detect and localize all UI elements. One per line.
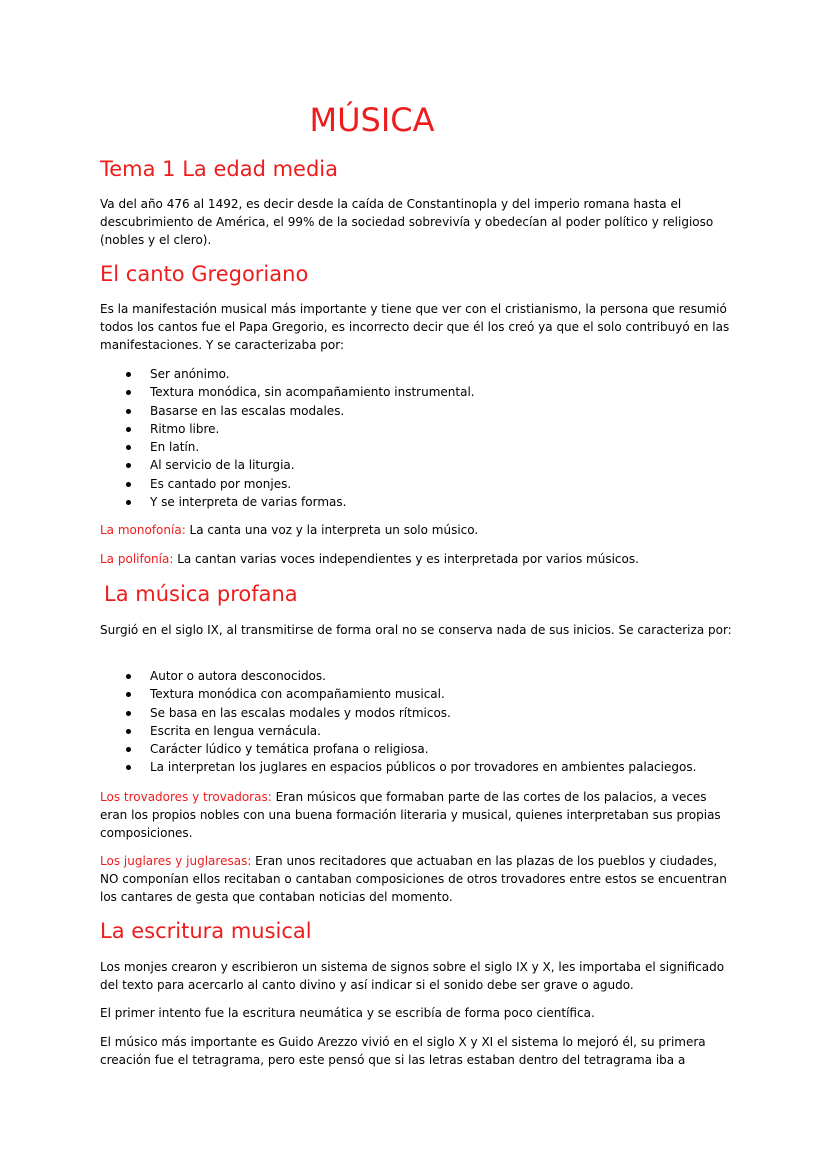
bullet-icon [126, 692, 131, 697]
bullet-icon [126, 729, 131, 734]
bullet-icon [126, 711, 131, 716]
page-title: MÚSICA [309, 101, 435, 139]
paragraph-polifonia: La polifonía: La cantan varias voces independientes y es interpretada por varios músicos. [100, 552, 639, 566]
list-item: Es cantado por monjes. [100, 475, 732, 493]
list-item: Basarse en las escalas modales. [100, 402, 732, 420]
list-item: Escrita en lengua vernácula. [100, 722, 732, 740]
list-item: Autor o autora desconocidos. [100, 667, 732, 685]
heading-tema1: Tema 1 La edad media [100, 157, 338, 181]
paragraph-monofonia: La monofonía: La canta una voz y la interpreta un solo músico. [100, 523, 479, 537]
list-item: Al servicio de la liturgia. [100, 456, 732, 474]
heading-canto-gregoriano: El canto Gregoriano [100, 262, 309, 286]
bullet-icon [126, 747, 131, 752]
bullet-icon [126, 463, 131, 468]
bullet-icon [126, 372, 131, 377]
bullet-icon [126, 445, 131, 450]
bullet-icon [126, 674, 131, 679]
list-item: Textura monódica con acompañamiento musical. [100, 685, 732, 703]
bullet-icon [126, 500, 131, 505]
paragraph-canto-gregoriano: Es la manifestación musical más importante y tiene que ver con el cristianismo, la persona que resumió todos los cantos fue el Papa Gregorio, es incorrecto decir que él los creó ya que el solo contribuyó en las manifestaciones. Y se caracterizaba por: [100, 302, 730, 353]
term-monofonia: La monofonía: [100, 523, 186, 537]
list-item: Se basa en las escalas modales y modos rítmicos. [100, 704, 732, 722]
paragraph-trovadores: Los trovadores y trovadoras: Eran músicos que formaban parte de las cortes de los palacios, a veces eran los propios nobles con una buena formación literaria y musical, quienes interpretaban sus propias composiciones. [100, 790, 721, 841]
bullet-icon [126, 409, 131, 414]
paragraph-juglares: Los juglares y juglaresas: Eran unos recitadores que actuaban en las plazas de los pueblos y ciudades, NO componían ellos recitaban o cantaban composiciones de otros trovadores entre estos se encuentran los cantares de gesta que contaban noticias del momento. [100, 854, 727, 905]
paragraph-tema1: Va del año 476 al 1492, es decir desde la caída de Constantinopla y del imperio romana hasta el descubrimiento de América, el 99% de la sociedad sobrevivía y obedecían al poder político y religioso (nobles y el clero). [100, 197, 714, 248]
term-polifonia: La polifonía: [100, 552, 174, 566]
list-item: Carácter lúdico y temática profana o religiosa. [100, 740, 732, 758]
bullet-icon [126, 390, 131, 395]
bullet-icon [126, 427, 131, 432]
list-item: La interpretan los juglares en espacios públicos o por trovadores en ambientes palaciegos. [100, 758, 732, 776]
list-item: En latín. [100, 438, 732, 456]
term-trovadores: Los trovadores y trovadoras: [100, 790, 272, 804]
paragraph-musica-profana: Surgió en el siglo IX, al transmitirse de forma oral no se conserva nada de sus inicios. Se caracteriza por: [100, 623, 732, 637]
list-canto-characteristics [100, 365, 732, 511]
list-item: Ser anónimo. [100, 365, 732, 383]
list-item: Textura monódica, sin acompañamiento instrumental. [100, 383, 732, 401]
paragraph-escritura-2: El primer intento fue la escritura neumática y se escribía de forma poco científica. [100, 1006, 595, 1020]
paragraph-escritura-3: El músico más importante es Guido Arezzo vivió en el siglo X y XI el sistema lo mejoró él, su primera creación fue el tetragrama, pero este pensó que si las letras estaban dentro del tetragrama iba a [100, 1035, 706, 1068]
list-item: Ritmo libre. [100, 420, 732, 438]
list-profana-characteristics [100, 667, 732, 777]
heading-musica-profana: La música profana [104, 582, 298, 606]
term-juglares: Los juglares y juglaresas: [100, 854, 252, 868]
bullet-icon [126, 482, 131, 487]
paragraph-escritura-1: Los monjes crearon y escribieron un sistema de signos sobre el siglo IX y X, les importaba el significado del texto para acercarlo al canto divino y así indicar si el sonido debe ser grave o agudo. [100, 960, 725, 993]
bullet-icon [126, 765, 131, 770]
list-item: Y se interpreta de varias formas. [100, 493, 732, 511]
heading-escritura-musical: La escritura musical [100, 919, 312, 943]
